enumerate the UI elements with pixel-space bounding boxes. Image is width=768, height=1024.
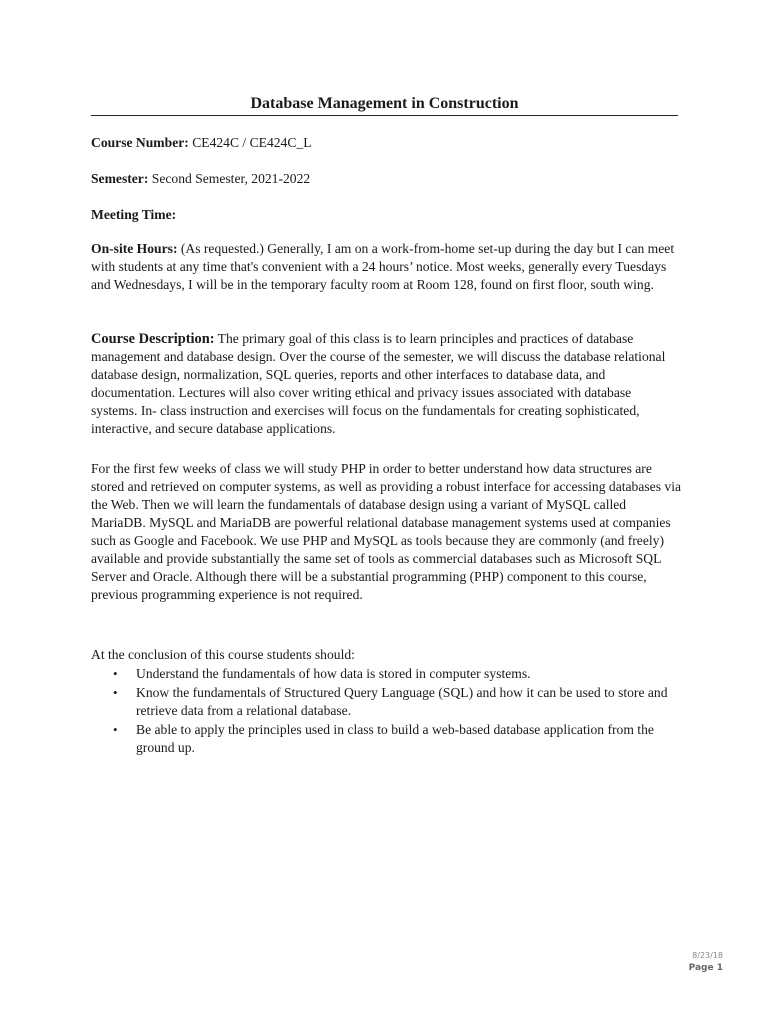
course-number-value: CE424C / CE424C_L — [188, 135, 312, 150]
outcomes-list — [91, 665, 681, 758]
document-title: Database Management in Construction — [250, 95, 519, 112]
course-description-paragraph — [91, 330, 681, 438]
list-item-text: Understand the fundamentals of how data is stored in computer systems. — [136, 666, 531, 681]
meeting-time-label: Meeting Time: — [91, 207, 177, 222]
course-number-label: Course Number: — [91, 135, 189, 150]
onsite-hours-label: On-site Hours: — [91, 241, 178, 256]
php-paragraph: For the first few weeks of class we will study PHP in order to better understand how data structures are stored and retrieved on computer systems, as well as providing a robust interface for accessing databases via the Web. Then we will learn the fundamentals of database design using a variant of MySQL called MariaDB. MySQL and MariaDB are powerful relational database management systems used at companies such as Google and Facebook. We use PHP and MySQL as tools because they are commonly (and freely) available and provide substantially the same set of tools as commercial databases such as Microsoft SQL Server and Oracle. Although there will be a substantial programming (PHP) component to this course, previous programming experience is not required. — [91, 461, 682, 602]
onsite-hours-text: (As requested.) Generally, I am on a work-from-home set-up during the day but I can meet with students at any time that's convenient with a 24 hours’ notice. Most weeks, generally every Tuesdays and Wednesdays, I will be in the temporary faculty room at Room 128, found on first floor, south wing. — [91, 241, 675, 292]
course-description-label: Course Description: — [91, 331, 215, 347]
list-item — [91, 665, 681, 683]
course-number-line — [91, 134, 681, 152]
onsite-hours-paragraph — [91, 240, 681, 294]
list-item — [91, 684, 681, 720]
title-underline — [91, 115, 678, 116]
list-item-text: Know the fundamentals of Structured Query Language (SQL) and how it can be used to store and retrieve data from a relational database. — [136, 685, 668, 718]
footer-page-number: Page 1 — [688, 963, 723, 973]
meeting-time-line — [91, 206, 681, 224]
semester-value: Second Semester, 2021-2022 — [148, 171, 311, 186]
bullet-icon: • — [113, 666, 118, 681]
footer-date: 8/23/18 — [692, 951, 723, 960]
list-item-text: Be able to apply the principles used in class to build a web-based database application from the ground up. — [136, 722, 654, 755]
course-description-text: The primary goal of this class is to learn principles and practices of database management and database design. Over the course of the semester, we will discuss the database relational database design, normalization, SQL queries, reports and other interfaces to database data, and documentation. Lectures will also cover writing ethical and privacy issues associated with database systems. In- class instruction and exercises will focus on the fundamentals for creating sophisticated, interactive, and secure database applications. — [91, 331, 666, 436]
semester-line — [91, 170, 681, 188]
bullet-icon: • — [113, 722, 118, 737]
bullet-icon: • — [113, 685, 118, 700]
semester-label: Semester: — [91, 171, 149, 186]
outcomes-intro: At the conclusion of this course students should: — [91, 647, 355, 662]
list-item — [91, 721, 681, 757]
